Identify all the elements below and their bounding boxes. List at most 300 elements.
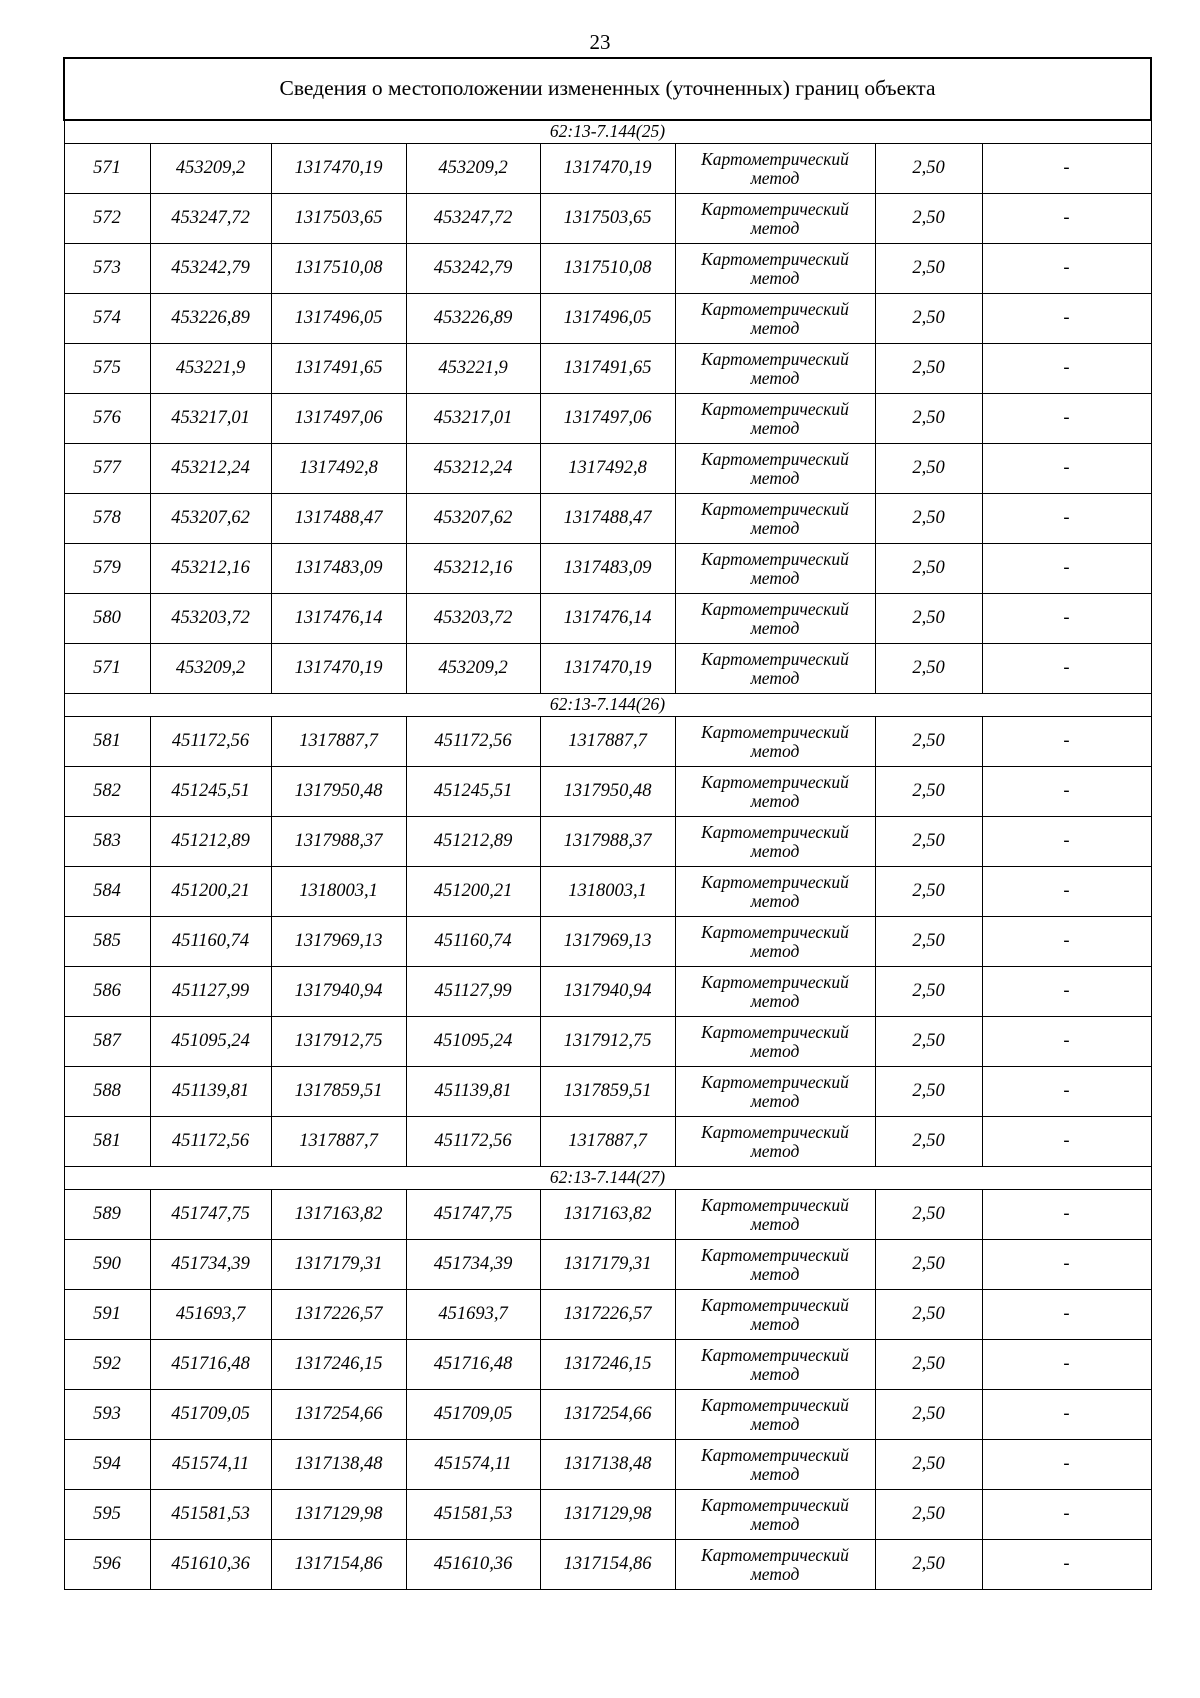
table-row	[64, 1117, 1151, 1167]
table-row	[64, 544, 1151, 594]
note-cell: -	[982, 294, 1151, 344]
method-line-1: Картометрический	[701, 1071, 849, 1092]
note-cell: -	[982, 817, 1151, 867]
method-cell	[675, 644, 875, 694]
existing-x-cell: 451693,7	[150, 1290, 271, 1340]
existing-x-cell: 451747,75	[150, 1190, 271, 1240]
refined-x-cell: 451716,48	[406, 1340, 540, 1390]
table-row	[64, 1340, 1151, 1390]
point-number-cell: 593	[64, 1390, 150, 1440]
point-number-cell: 595	[64, 1490, 150, 1540]
refined-y-cell: 1317483,09	[540, 544, 675, 594]
section-label: 62:13-7.144(25)	[64, 120, 1151, 144]
existing-x-cell: 453226,89	[150, 294, 271, 344]
method-line-1: Картометрический	[701, 498, 849, 519]
method-cell	[675, 817, 875, 867]
refined-y-cell: 1317179,31	[540, 1240, 675, 1290]
method-cell	[675, 717, 875, 767]
method-line-1: Картометрический	[701, 1244, 849, 1265]
refined-x-cell: 453226,89	[406, 294, 540, 344]
existing-x-cell: 451172,56	[150, 1117, 271, 1167]
point-number-cell: 583	[64, 817, 150, 867]
refined-x-cell: 451747,75	[406, 1190, 540, 1240]
method-cell	[675, 1290, 875, 1340]
accuracy-cell: 2,50	[875, 544, 982, 594]
table-row	[64, 967, 1151, 1017]
table-row	[64, 244, 1151, 294]
method-line-1: Картометрический	[701, 721, 849, 742]
refined-y-cell: 1317887,7	[540, 717, 675, 767]
refined-y-cell: 1317488,47	[540, 494, 675, 544]
existing-x-cell: 451172,56	[150, 717, 271, 767]
note-cell: -	[982, 1240, 1151, 1290]
refined-y-cell: 1317129,98	[540, 1490, 675, 1540]
accuracy-cell: 2,50	[875, 194, 982, 244]
method-cell	[675, 1067, 875, 1117]
existing-y-cell: 1317940,94	[271, 967, 406, 1017]
note-cell: -	[982, 444, 1151, 494]
note-cell: -	[982, 867, 1151, 917]
existing-y-cell: 1317129,98	[271, 1490, 406, 1540]
method-cell	[675, 1240, 875, 1290]
existing-y-cell: 1317950,48	[271, 767, 406, 817]
method-line-1: Картометрический	[701, 298, 849, 319]
refined-y-cell: 1317254,66	[540, 1390, 675, 1440]
refined-x-cell: 453209,2	[406, 144, 540, 194]
method-cell	[675, 494, 875, 544]
existing-x-cell: 451212,89	[150, 817, 271, 867]
table-row	[64, 1390, 1151, 1440]
point-number-cell: 581	[64, 1117, 150, 1167]
note-cell: -	[982, 344, 1151, 394]
method-line-2: метод	[750, 740, 800, 761]
existing-x-cell: 453221,9	[150, 344, 271, 394]
existing-y-cell: 1317496,05	[271, 294, 406, 344]
method-line-1: Картометрический	[701, 971, 849, 992]
refined-x-cell: 451693,7	[406, 1290, 540, 1340]
method-line-1: Картометрический	[701, 248, 849, 269]
method-line-2: метод	[750, 417, 800, 438]
refined-x-cell: 453207,62	[406, 494, 540, 544]
refined-x-cell: 453212,24	[406, 444, 540, 494]
existing-y-cell: 1317510,08	[271, 244, 406, 294]
note-cell: -	[982, 194, 1151, 244]
method-cell	[675, 344, 875, 394]
point-number-cell: 591	[64, 1290, 150, 1340]
accuracy-cell: 2,50	[875, 444, 982, 494]
note-cell: -	[982, 917, 1151, 967]
method-cell	[675, 444, 875, 494]
method-line-1: Картометрический	[701, 1194, 849, 1215]
refined-x-cell: 453217,01	[406, 394, 540, 444]
accuracy-cell: 2,50	[875, 594, 982, 644]
refined-x-cell: 451127,99	[406, 967, 540, 1017]
existing-x-cell: 451574,11	[150, 1440, 271, 1490]
method-line-2: метод	[750, 1040, 800, 1061]
existing-y-cell: 1317254,66	[271, 1390, 406, 1440]
existing-x-cell: 451245,51	[150, 767, 271, 817]
existing-y-cell: 1317497,06	[271, 394, 406, 444]
table-row	[64, 867, 1151, 917]
table-row	[64, 717, 1151, 767]
method-line-2: метод	[750, 1313, 800, 1334]
section-header-row	[64, 1167, 1151, 1190]
refined-y-cell: 1317510,08	[540, 244, 675, 294]
accuracy-cell: 2,50	[875, 1190, 982, 1240]
existing-y-cell: 1317179,31	[271, 1240, 406, 1290]
existing-x-cell: 451127,99	[150, 967, 271, 1017]
accuracy-cell: 2,50	[875, 1240, 982, 1290]
refined-x-cell: 451734,39	[406, 1240, 540, 1290]
table-row	[64, 294, 1151, 344]
refined-x-cell: 451574,11	[406, 1440, 540, 1490]
refined-x-cell: 451095,24	[406, 1017, 540, 1067]
existing-x-cell: 453212,24	[150, 444, 271, 494]
existing-y-cell: 1317483,09	[271, 544, 406, 594]
method-cell	[675, 244, 875, 294]
existing-y-cell: 1317488,47	[271, 494, 406, 544]
refined-y-cell: 1317246,15	[540, 1340, 675, 1390]
existing-y-cell: 1318003,1	[271, 867, 406, 917]
refined-y-cell: 1317912,75	[540, 1017, 675, 1067]
point-number-cell: 575	[64, 344, 150, 394]
table-row	[64, 1290, 1151, 1340]
method-line-1: Картометрический	[701, 871, 849, 892]
coordinates-table	[63, 57, 1152, 1590]
refined-y-cell: 1317476,14	[540, 594, 675, 644]
section-label: 62:13-7.144(26)	[64, 694, 1151, 717]
refined-x-cell: 451245,51	[406, 767, 540, 817]
existing-y-cell: 1317491,65	[271, 344, 406, 394]
existing-y-cell: 1317969,13	[271, 917, 406, 967]
method-line-1: Картометрический	[701, 1444, 849, 1465]
table-row	[64, 644, 1151, 694]
method-line-2: метод	[750, 167, 800, 188]
table-row	[64, 494, 1151, 544]
point-number-cell: 590	[64, 1240, 150, 1290]
table-body	[64, 58, 1151, 1590]
refined-y-cell: 1317226,57	[540, 1290, 675, 1340]
accuracy-cell: 2,50	[875, 967, 982, 1017]
existing-x-cell: 453242,79	[150, 244, 271, 294]
method-line-2: метод	[750, 317, 800, 338]
accuracy-cell: 2,50	[875, 1067, 982, 1117]
method-cell	[675, 144, 875, 194]
note-cell: -	[982, 544, 1151, 594]
note-cell: -	[982, 967, 1151, 1017]
accuracy-cell: 2,50	[875, 244, 982, 294]
table-row	[64, 594, 1151, 644]
accuracy-cell: 2,50	[875, 1117, 982, 1167]
method-cell	[675, 1340, 875, 1390]
table-row	[64, 1190, 1151, 1240]
table-row	[64, 1240, 1151, 1290]
point-number-cell: 572	[64, 194, 150, 244]
point-number-cell: 581	[64, 717, 150, 767]
table-row	[64, 344, 1151, 394]
method-cell	[675, 1390, 875, 1440]
note-cell: -	[982, 1540, 1151, 1590]
method-cell	[675, 1490, 875, 1540]
existing-y-cell: 1317988,37	[271, 817, 406, 867]
refined-x-cell: 451709,05	[406, 1390, 540, 1440]
method-cell	[675, 544, 875, 594]
existing-y-cell: 1317503,65	[271, 194, 406, 244]
refined-x-cell: 453221,9	[406, 344, 540, 394]
refined-x-cell: 453203,72	[406, 594, 540, 644]
refined-x-cell: 453247,72	[406, 194, 540, 244]
table-title: Сведения о местоположении измененных (уточненных) границ объекта	[64, 58, 1151, 120]
refined-y-cell: 1317497,06	[540, 394, 675, 444]
existing-x-cell: 451610,36	[150, 1540, 271, 1590]
point-number-cell: 596	[64, 1540, 150, 1590]
refined-y-cell: 1317492,8	[540, 444, 675, 494]
method-line-2: метод	[750, 1563, 800, 1584]
accuracy-cell: 2,50	[875, 1017, 982, 1067]
method-line-2: метод	[750, 940, 800, 961]
refined-x-cell: 451610,36	[406, 1540, 540, 1590]
note-cell: -	[982, 1117, 1151, 1167]
method-line-2: метод	[750, 1363, 800, 1384]
note-cell: -	[982, 1440, 1151, 1490]
note-cell: -	[982, 1190, 1151, 1240]
method-line-1: Картометрический	[701, 348, 849, 369]
method-line-2: метод	[750, 617, 800, 638]
point-number-cell: 587	[64, 1017, 150, 1067]
method-line-2: метод	[750, 1140, 800, 1161]
method-line-1: Картометрический	[701, 548, 849, 569]
method-cell	[675, 1190, 875, 1240]
refined-x-cell: 451139,81	[406, 1067, 540, 1117]
existing-x-cell: 453212,16	[150, 544, 271, 594]
method-line-1: Картометрический	[701, 648, 849, 669]
refined-x-cell: 453242,79	[406, 244, 540, 294]
section-header-row	[64, 120, 1151, 144]
refined-y-cell: 1317496,05	[540, 294, 675, 344]
note-cell: -	[982, 594, 1151, 644]
refined-x-cell: 451581,53	[406, 1490, 540, 1540]
refined-y-cell: 1317163,82	[540, 1190, 675, 1240]
method-line-1: Картометрический	[701, 921, 849, 942]
existing-x-cell: 451139,81	[150, 1067, 271, 1117]
section-label: 62:13-7.144(27)	[64, 1167, 1151, 1190]
existing-x-cell: 453209,2	[150, 144, 271, 194]
method-line-2: метод	[750, 790, 800, 811]
method-line-2: метод	[750, 1213, 800, 1234]
table-row	[64, 767, 1151, 817]
method-line-2: метод	[750, 567, 800, 588]
table-row	[64, 1067, 1151, 1117]
existing-x-cell: 453203,72	[150, 594, 271, 644]
note-cell: -	[982, 494, 1151, 544]
table-row	[64, 1017, 1151, 1067]
note-cell: -	[982, 1290, 1151, 1340]
refined-y-cell: 1317154,86	[540, 1540, 675, 1590]
method-line-2: метод	[750, 840, 800, 861]
accuracy-cell: 2,50	[875, 494, 982, 544]
method-line-1: Картометрический	[701, 771, 849, 792]
method-line-1: Картометрический	[701, 821, 849, 842]
point-number-cell: 580	[64, 594, 150, 644]
method-line-2: метод	[750, 890, 800, 911]
method-cell	[675, 1540, 875, 1590]
existing-x-cell: 453217,01	[150, 394, 271, 444]
accuracy-cell: 2,50	[875, 867, 982, 917]
refined-y-cell: 1317503,65	[540, 194, 675, 244]
method-cell	[675, 917, 875, 967]
existing-x-cell: 451095,24	[150, 1017, 271, 1067]
accuracy-cell: 2,50	[875, 1340, 982, 1390]
note-cell: -	[982, 394, 1151, 444]
section-header-row	[64, 694, 1151, 717]
existing-y-cell: 1317912,75	[271, 1017, 406, 1067]
note-cell: -	[982, 244, 1151, 294]
refined-x-cell: 453209,2	[406, 644, 540, 694]
refined-x-cell: 451200,21	[406, 867, 540, 917]
existing-x-cell: 451200,21	[150, 867, 271, 917]
existing-x-cell: 451709,05	[150, 1390, 271, 1440]
method-line-1: Картометрический	[701, 198, 849, 219]
accuracy-cell: 2,50	[875, 717, 982, 767]
existing-y-cell: 1317138,48	[271, 1440, 406, 1490]
table-row	[64, 1490, 1151, 1540]
existing-x-cell: 451716,48	[150, 1340, 271, 1390]
method-line-2: метод	[750, 367, 800, 388]
table-row	[64, 917, 1151, 967]
method-line-1: Картометрический	[701, 1494, 849, 1515]
table-title-row	[64, 58, 1151, 120]
method-cell	[675, 967, 875, 1017]
point-number-cell: 571	[64, 644, 150, 694]
table-row	[64, 444, 1151, 494]
accuracy-cell: 2,50	[875, 344, 982, 394]
refined-y-cell: 1318003,1	[540, 867, 675, 917]
method-cell	[675, 1440, 875, 1490]
method-cell	[675, 594, 875, 644]
existing-y-cell: 1317887,7	[271, 717, 406, 767]
refined-x-cell: 451172,56	[406, 1117, 540, 1167]
method-cell	[675, 1017, 875, 1067]
point-number-cell: 592	[64, 1340, 150, 1390]
method-cell	[675, 194, 875, 244]
refined-x-cell: 453212,16	[406, 544, 540, 594]
accuracy-cell: 2,50	[875, 144, 982, 194]
existing-y-cell: 1317163,82	[271, 1190, 406, 1240]
method-cell	[675, 394, 875, 444]
method-line-2: метод	[750, 217, 800, 238]
method-line-1: Картометрический	[701, 148, 849, 169]
method-line-1: Картометрический	[701, 398, 849, 419]
refined-y-cell: 1317887,7	[540, 1117, 675, 1167]
existing-x-cell: 453247,72	[150, 194, 271, 244]
point-number-cell: 584	[64, 867, 150, 917]
accuracy-cell: 2,50	[875, 1390, 982, 1440]
existing-y-cell: 1317859,51	[271, 1067, 406, 1117]
table-row	[64, 1440, 1151, 1490]
table-row	[64, 394, 1151, 444]
method-line-2: метод	[750, 1463, 800, 1484]
table-row	[64, 1540, 1151, 1590]
method-line-1: Картометрический	[701, 1394, 849, 1415]
method-line-1: Картометрический	[701, 1544, 849, 1565]
point-number-cell: 571	[64, 144, 150, 194]
existing-y-cell: 1317887,7	[271, 1117, 406, 1167]
accuracy-cell: 2,50	[875, 394, 982, 444]
point-number-cell: 582	[64, 767, 150, 817]
existing-x-cell: 451160,74	[150, 917, 271, 967]
method-line-1: Картометрический	[701, 1121, 849, 1142]
refined-y-cell: 1317950,48	[540, 767, 675, 817]
method-line-1: Картометрический	[701, 448, 849, 469]
method-line-2: метод	[750, 1513, 800, 1534]
refined-y-cell: 1317138,48	[540, 1440, 675, 1490]
refined-y-cell: 1317470,19	[540, 644, 675, 694]
existing-y-cell: 1317470,19	[271, 644, 406, 694]
accuracy-cell: 2,50	[875, 1490, 982, 1540]
refined-y-cell: 1317470,19	[540, 144, 675, 194]
refined-y-cell: 1317491,65	[540, 344, 675, 394]
refined-x-cell: 451160,74	[406, 917, 540, 967]
page-number: 23	[589, 30, 611, 54]
note-cell: -	[982, 717, 1151, 767]
existing-x-cell: 451734,39	[150, 1240, 271, 1290]
point-number-cell: 579	[64, 544, 150, 594]
method-line-2: метод	[750, 517, 800, 538]
existing-x-cell: 453207,62	[150, 494, 271, 544]
accuracy-cell: 2,50	[875, 817, 982, 867]
refined-y-cell: 1317988,37	[540, 817, 675, 867]
point-number-cell: 594	[64, 1440, 150, 1490]
accuracy-cell: 2,50	[875, 1290, 982, 1340]
existing-y-cell: 1317246,15	[271, 1340, 406, 1390]
method-line-2: метод	[750, 990, 800, 1011]
point-number-cell: 589	[64, 1190, 150, 1240]
point-number-cell: 576	[64, 394, 150, 444]
method-cell	[675, 294, 875, 344]
refined-y-cell: 1317859,51	[540, 1067, 675, 1117]
method-line-2: метод	[750, 467, 800, 488]
refined-x-cell: 451212,89	[406, 817, 540, 867]
method-line-2: метод	[750, 667, 800, 688]
note-cell: -	[982, 767, 1151, 817]
method-line-2: метод	[750, 1090, 800, 1111]
note-cell: -	[982, 1490, 1151, 1540]
existing-y-cell: 1317492,8	[271, 444, 406, 494]
point-number-cell: 574	[64, 294, 150, 344]
method-cell	[675, 767, 875, 817]
method-line-2: метод	[750, 1263, 800, 1284]
method-line-2: метод	[750, 1413, 800, 1434]
accuracy-cell: 2,50	[875, 294, 982, 344]
accuracy-cell: 2,50	[875, 644, 982, 694]
table-row	[64, 144, 1151, 194]
accuracy-cell: 2,50	[875, 1540, 982, 1590]
note-cell: -	[982, 144, 1151, 194]
accuracy-cell: 2,50	[875, 917, 982, 967]
existing-y-cell: 1317470,19	[271, 144, 406, 194]
note-cell: -	[982, 644, 1151, 694]
existing-y-cell: 1317154,86	[271, 1540, 406, 1590]
existing-y-cell: 1317476,14	[271, 594, 406, 644]
table-row	[64, 194, 1151, 244]
existing-y-cell: 1317226,57	[271, 1290, 406, 1340]
point-number-cell: 585	[64, 917, 150, 967]
point-number-cell: 577	[64, 444, 150, 494]
note-cell: -	[982, 1340, 1151, 1390]
method-line-2: метод	[750, 267, 800, 288]
refined-y-cell: 1317969,13	[540, 917, 675, 967]
method-line-1: Картометрический	[701, 1021, 849, 1042]
